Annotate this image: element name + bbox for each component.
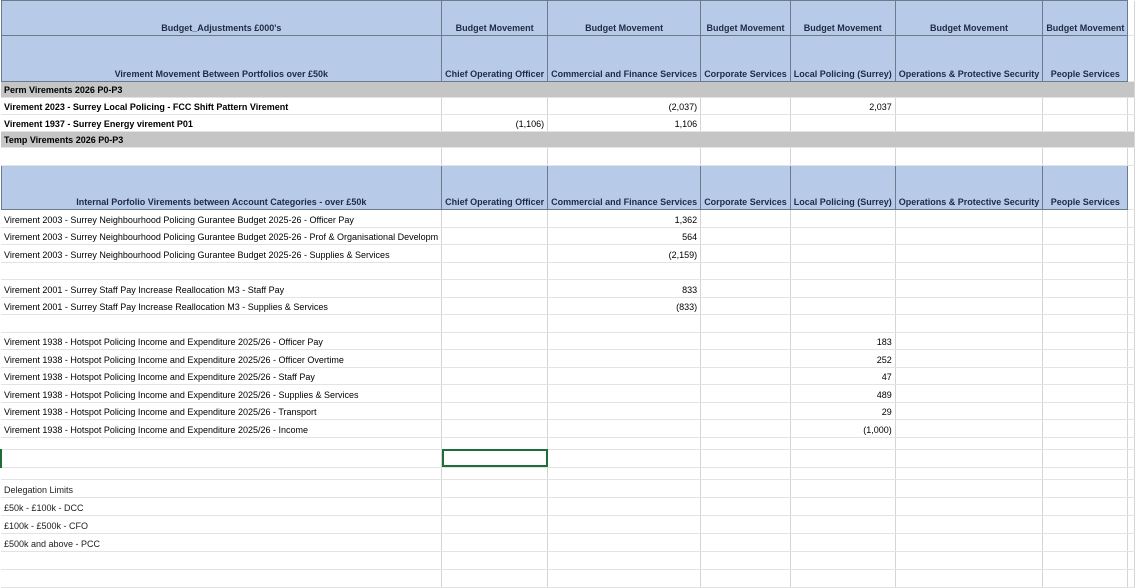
cell-cfs[interactable] <box>548 420 701 438</box>
budget-movement-2[interactable]: Budget Movement <box>548 1 701 36</box>
cell-lp[interactable]: (1,000) <box>790 420 895 438</box>
cell-cs[interactable] <box>701 367 791 385</box>
cell-cfs[interactable]: (833) <box>548 297 701 315</box>
cell-lp[interactable] <box>790 262 895 280</box>
cell-ps[interactable] <box>1043 115 1128 132</box>
cell-cs[interactable] <box>701 262 791 280</box>
cell-coo[interactable]: (1,106) <box>442 115 548 132</box>
col-commercial-finance[interactable]: Commercial and Finance Services <box>548 166 701 210</box>
empty-cell[interactable] <box>1128 280 1135 298</box>
table-row <box>1 115 1135 132</box>
cell-cs[interactable] <box>701 350 791 368</box>
cell-cs[interactable] <box>701 98 791 115</box>
delegation-title[interactable]: Delegation Limits <box>1 479 442 497</box>
empty-cell[interactable] <box>1128 367 1135 385</box>
empty-cell[interactable] <box>1128 350 1135 368</box>
section-row <box>1 82 1135 98</box>
row-label[interactable] <box>1 262 442 280</box>
cell-cs[interactable] <box>701 332 791 350</box>
col-chief-operating-officer[interactable]: Chief Operating Officer <box>442 166 548 210</box>
delegation-item[interactable]: £50k - £100k - DCC <box>1 497 442 515</box>
row-label[interactable]: Virement 2001 - Surrey Staff Pay Increase Reallocation M3 - Staff Pay <box>1 280 442 298</box>
cell-cs[interactable] <box>701 297 791 315</box>
budget-movement-1[interactable]: Budget Movement <box>442 1 548 36</box>
cell-cs[interactable] <box>701 385 791 403</box>
table-row <box>1 98 1135 115</box>
cell-coo[interactable] <box>442 402 548 420</box>
cell-coo[interactable] <box>442 280 548 298</box>
cell-lp[interactable]: 183 <box>790 332 895 350</box>
section-row <box>1 132 1135 148</box>
cell-cfs[interactable]: 1,362 <box>548 210 701 228</box>
cell-ps[interactable] <box>1043 315 1128 333</box>
cell-ops[interactable] <box>895 350 1043 368</box>
cell-cs[interactable] <box>701 210 791 228</box>
spacer-row <box>1 148 1135 166</box>
spacer-row <box>1 315 1135 333</box>
cell-ps[interactable] <box>1043 402 1128 420</box>
cell-lp[interactable] <box>790 315 895 333</box>
table-row <box>1 245 1135 263</box>
row-label[interactable]: Virement 1938 - Hotspot Policing Income and Expenditure 2025/26 - Officer Overtime <box>1 350 442 368</box>
cell-lp[interactable] <box>790 297 895 315</box>
cell-ops[interactable] <box>895 245 1043 263</box>
cell-coo[interactable] <box>442 245 548 263</box>
cell-cfs[interactable]: (2,159) <box>548 245 701 263</box>
cell-cfs[interactable]: (2,037) <box>548 98 701 115</box>
cell-ops[interactable] <box>895 332 1043 350</box>
col-operations-protective[interactable]: Operations & Protective Security <box>895 36 1043 82</box>
row-label[interactable]: Virement 2001 - Surrey Staff Pay Increase Reallocation M3 - Supplies & Services <box>1 297 442 315</box>
col-people-services[interactable]: People Services <box>1043 36 1128 82</box>
cell-cfs[interactable] <box>548 262 701 280</box>
empty-cell[interactable] <box>1128 332 1135 350</box>
cell-coo[interactable] <box>442 420 548 438</box>
cell-cs[interactable] <box>701 280 791 298</box>
internal-virements-header[interactable]: Internal Porfolio Virements between Account Categories - over £50k <box>1 166 442 210</box>
cell-cfs[interactable]: 564 <box>548 227 701 245</box>
header-row-top <box>1 1 1135 36</box>
cell-coo[interactable] <box>442 315 548 333</box>
cell-ps[interactable] <box>1043 210 1128 228</box>
cell-lp[interactable] <box>790 280 895 298</box>
cell-coo[interactable] <box>442 385 548 403</box>
cell-coo[interactable] <box>442 332 548 350</box>
cell-lp[interactable] <box>790 115 895 132</box>
cell-cs[interactable] <box>701 245 791 263</box>
budget-movement-5[interactable]: Budget Movement <box>895 1 1043 36</box>
cell-ops[interactable] <box>895 315 1043 333</box>
cell-ps[interactable] <box>1043 280 1128 298</box>
cell-cs[interactable] <box>701 227 791 245</box>
cell-cs[interactable] <box>701 115 791 132</box>
selected-cell[interactable] <box>442 449 548 467</box>
cell-cfs[interactable] <box>548 367 701 385</box>
col-operations-protective[interactable]: Operations & Protective Security <box>895 166 1043 210</box>
cell-ps[interactable] <box>1043 245 1128 263</box>
cell-coo[interactable] <box>442 98 548 115</box>
cell-ps[interactable] <box>1043 297 1128 315</box>
cell-ps[interactable] <box>1043 227 1128 245</box>
budget-movement-4[interactable]: Budget Movement <box>790 1 895 36</box>
cell-ps[interactable] <box>1043 367 1128 385</box>
row-label[interactable]: Virement 1937 - Surrey Energy virement P01 <box>1 115 442 132</box>
delegation-item[interactable]: £500k and above - PCC <box>1 533 442 551</box>
table-row <box>1 385 1135 403</box>
cell-cs[interactable] <box>701 420 791 438</box>
table-row <box>1 297 1135 315</box>
delegation-item[interactable]: £100k - £500k - CFO <box>1 515 442 533</box>
cell-cfs[interactable] <box>548 350 701 368</box>
empty-cell[interactable] <box>1128 1 1135 36</box>
cell-coo[interactable] <box>442 297 548 315</box>
row-label[interactable]: Virement 1938 - Hotspot Policing Income and Expenditure 2025/26 - Staff Pay <box>1 367 442 385</box>
row-label[interactable]: Virement 2003 - Surrey Neighbourhood Policing Gurantee Budget 2025-26 - Prof & Organisational Developm <box>1 227 442 245</box>
cell-ps[interactable] <box>1043 350 1128 368</box>
empty-cell[interactable] <box>1128 210 1135 228</box>
cell-ops[interactable] <box>895 297 1043 315</box>
cell-ops[interactable] <box>895 385 1043 403</box>
cell-lp[interactable] <box>790 210 895 228</box>
cell-lp[interactable]: 2,037 <box>790 98 895 115</box>
cell-ops[interactable] <box>895 280 1043 298</box>
row-label[interactable]: Virement 2003 - Surrey Neighbourhood Policing Gurantee Budget 2025-26 - Officer Pay <box>1 210 442 228</box>
cell-coo[interactable] <box>442 367 548 385</box>
table-row <box>1 420 1135 438</box>
cell-ps[interactable] <box>1043 385 1128 403</box>
cell-cfs[interactable] <box>548 385 701 403</box>
cell-cs[interactable] <box>701 402 791 420</box>
row-label[interactable]: Virement 1938 - Hotspot Policing Income and Expenditure 2025/26 - Supplies & Services <box>1 385 442 403</box>
cell-coo[interactable] <box>442 262 548 280</box>
cell-ops[interactable] <box>895 420 1043 438</box>
cell-ps[interactable] <box>1043 98 1128 115</box>
row-label[interactable]: Virement 1938 - Hotspot Policing Income and Expenditure 2025/26 - Income <box>1 420 442 438</box>
row-label[interactable]: Virement 2023 - Surrey Local Policing - FCC Shift Pattern Virement <box>1 98 442 115</box>
table-row <box>1 402 1135 420</box>
cell-ops[interactable] <box>895 115 1043 132</box>
col-local-policing[interactable]: Local Policing (Surrey) <box>790 166 895 210</box>
col-corporate-services[interactable]: Corporate Services <box>701 166 791 210</box>
cell-coo[interactable] <box>442 210 548 228</box>
table-row <box>1 280 1135 298</box>
cell-cs[interactable] <box>701 315 791 333</box>
temp-section-label[interactable]: Temp Virements 2026 P0-P3 <box>1 132 1135 148</box>
table-row <box>1 350 1135 368</box>
spacer-row <box>1 437 1135 449</box>
cell-ops[interactable] <box>895 262 1043 280</box>
cell-lp[interactable]: 252 <box>790 350 895 368</box>
header-row-1 <box>1 36 1135 82</box>
cell-ps[interactable] <box>1043 262 1128 280</box>
col-corporate-services[interactable]: Corporate Services <box>701 36 791 82</box>
cell-ops[interactable] <box>895 402 1043 420</box>
cell-ops[interactable] <box>895 98 1043 115</box>
col-local-policing[interactable]: Local Policing (Surrey) <box>790 36 895 82</box>
empty-cell[interactable] <box>1128 98 1135 115</box>
cell-coo[interactable] <box>442 227 548 245</box>
cell-cfs[interactable] <box>548 315 701 333</box>
cell-ops[interactable] <box>895 210 1043 228</box>
empty-cell[interactable] <box>1128 36 1135 82</box>
empty-cell[interactable] <box>1128 420 1135 438</box>
empty-cell[interactable] <box>1128 262 1135 280</box>
row-label[interactable]: Virement 2003 - Surrey Neighbourhood Policing Gurantee Budget 2025-26 - Supplies & Services <box>1 245 442 263</box>
table-row <box>1 449 1135 467</box>
cell-cfs[interactable]: 833 <box>548 280 701 298</box>
cell-lp[interactable]: 29 <box>790 402 895 420</box>
title-cell[interactable]: Budget_Adjustments £000's <box>1 1 442 36</box>
table-row <box>1 227 1135 245</box>
empty-cell[interactable] <box>1128 297 1135 315</box>
col-chief-operating-officer[interactable]: Chief Operating Officer <box>442 36 548 82</box>
virement-movement-header[interactable]: Virement Movement Between Portfolios over £50k <box>1 36 442 82</box>
cell-cfs[interactable] <box>548 402 701 420</box>
cell-coo[interactable] <box>442 350 548 368</box>
row-label[interactable]: Virement 1938 - Hotspot Policing Income and Expenditure 2025/26 - Transport <box>1 402 442 420</box>
budget-movement-3[interactable]: Budget Movement <box>701 1 791 36</box>
empty-cell[interactable] <box>1128 315 1135 333</box>
cell-lp[interactable] <box>790 245 895 263</box>
col-people-services[interactable]: People Services <box>1043 166 1128 210</box>
table-row <box>1 210 1135 228</box>
cell-lp[interactable] <box>790 227 895 245</box>
empty-cell[interactable] <box>1128 385 1135 403</box>
cell-lp[interactable]: 47 <box>790 367 895 385</box>
empty-cell[interactable] <box>1 449 442 467</box>
empty-cell[interactable] <box>1128 115 1135 132</box>
cell-lp[interactable]: 489 <box>790 385 895 403</box>
spacer-row <box>1 262 1135 280</box>
budget-movement-6[interactable]: Budget Movement <box>1043 1 1128 36</box>
table-row <box>1 332 1135 350</box>
table-row <box>1 367 1135 385</box>
empty-cell[interactable] <box>1128 402 1135 420</box>
col-commercial-finance[interactable]: Commercial and Finance Services <box>548 36 701 82</box>
header-row-2 <box>1 166 1135 210</box>
row-label[interactable] <box>1 315 442 333</box>
empty-cell[interactable] <box>1128 166 1135 210</box>
cell-cfs[interactable] <box>548 332 701 350</box>
cell-ps[interactable] <box>1043 420 1128 438</box>
empty-cell[interactable] <box>1128 245 1135 263</box>
cell-ops[interactable] <box>895 367 1043 385</box>
empty-cell[interactable] <box>1128 227 1135 245</box>
perm-section-label[interactable]: Perm Virements 2026 P0-P3 <box>1 82 1135 98</box>
cell-ps[interactable] <box>1043 332 1128 350</box>
row-label[interactable]: Virement 1938 - Hotspot Policing Income and Expenditure 2025/26 - Officer Pay <box>1 332 442 350</box>
cell-ops[interactable] <box>895 227 1043 245</box>
cell-cfs[interactable]: 1,106 <box>548 115 701 132</box>
